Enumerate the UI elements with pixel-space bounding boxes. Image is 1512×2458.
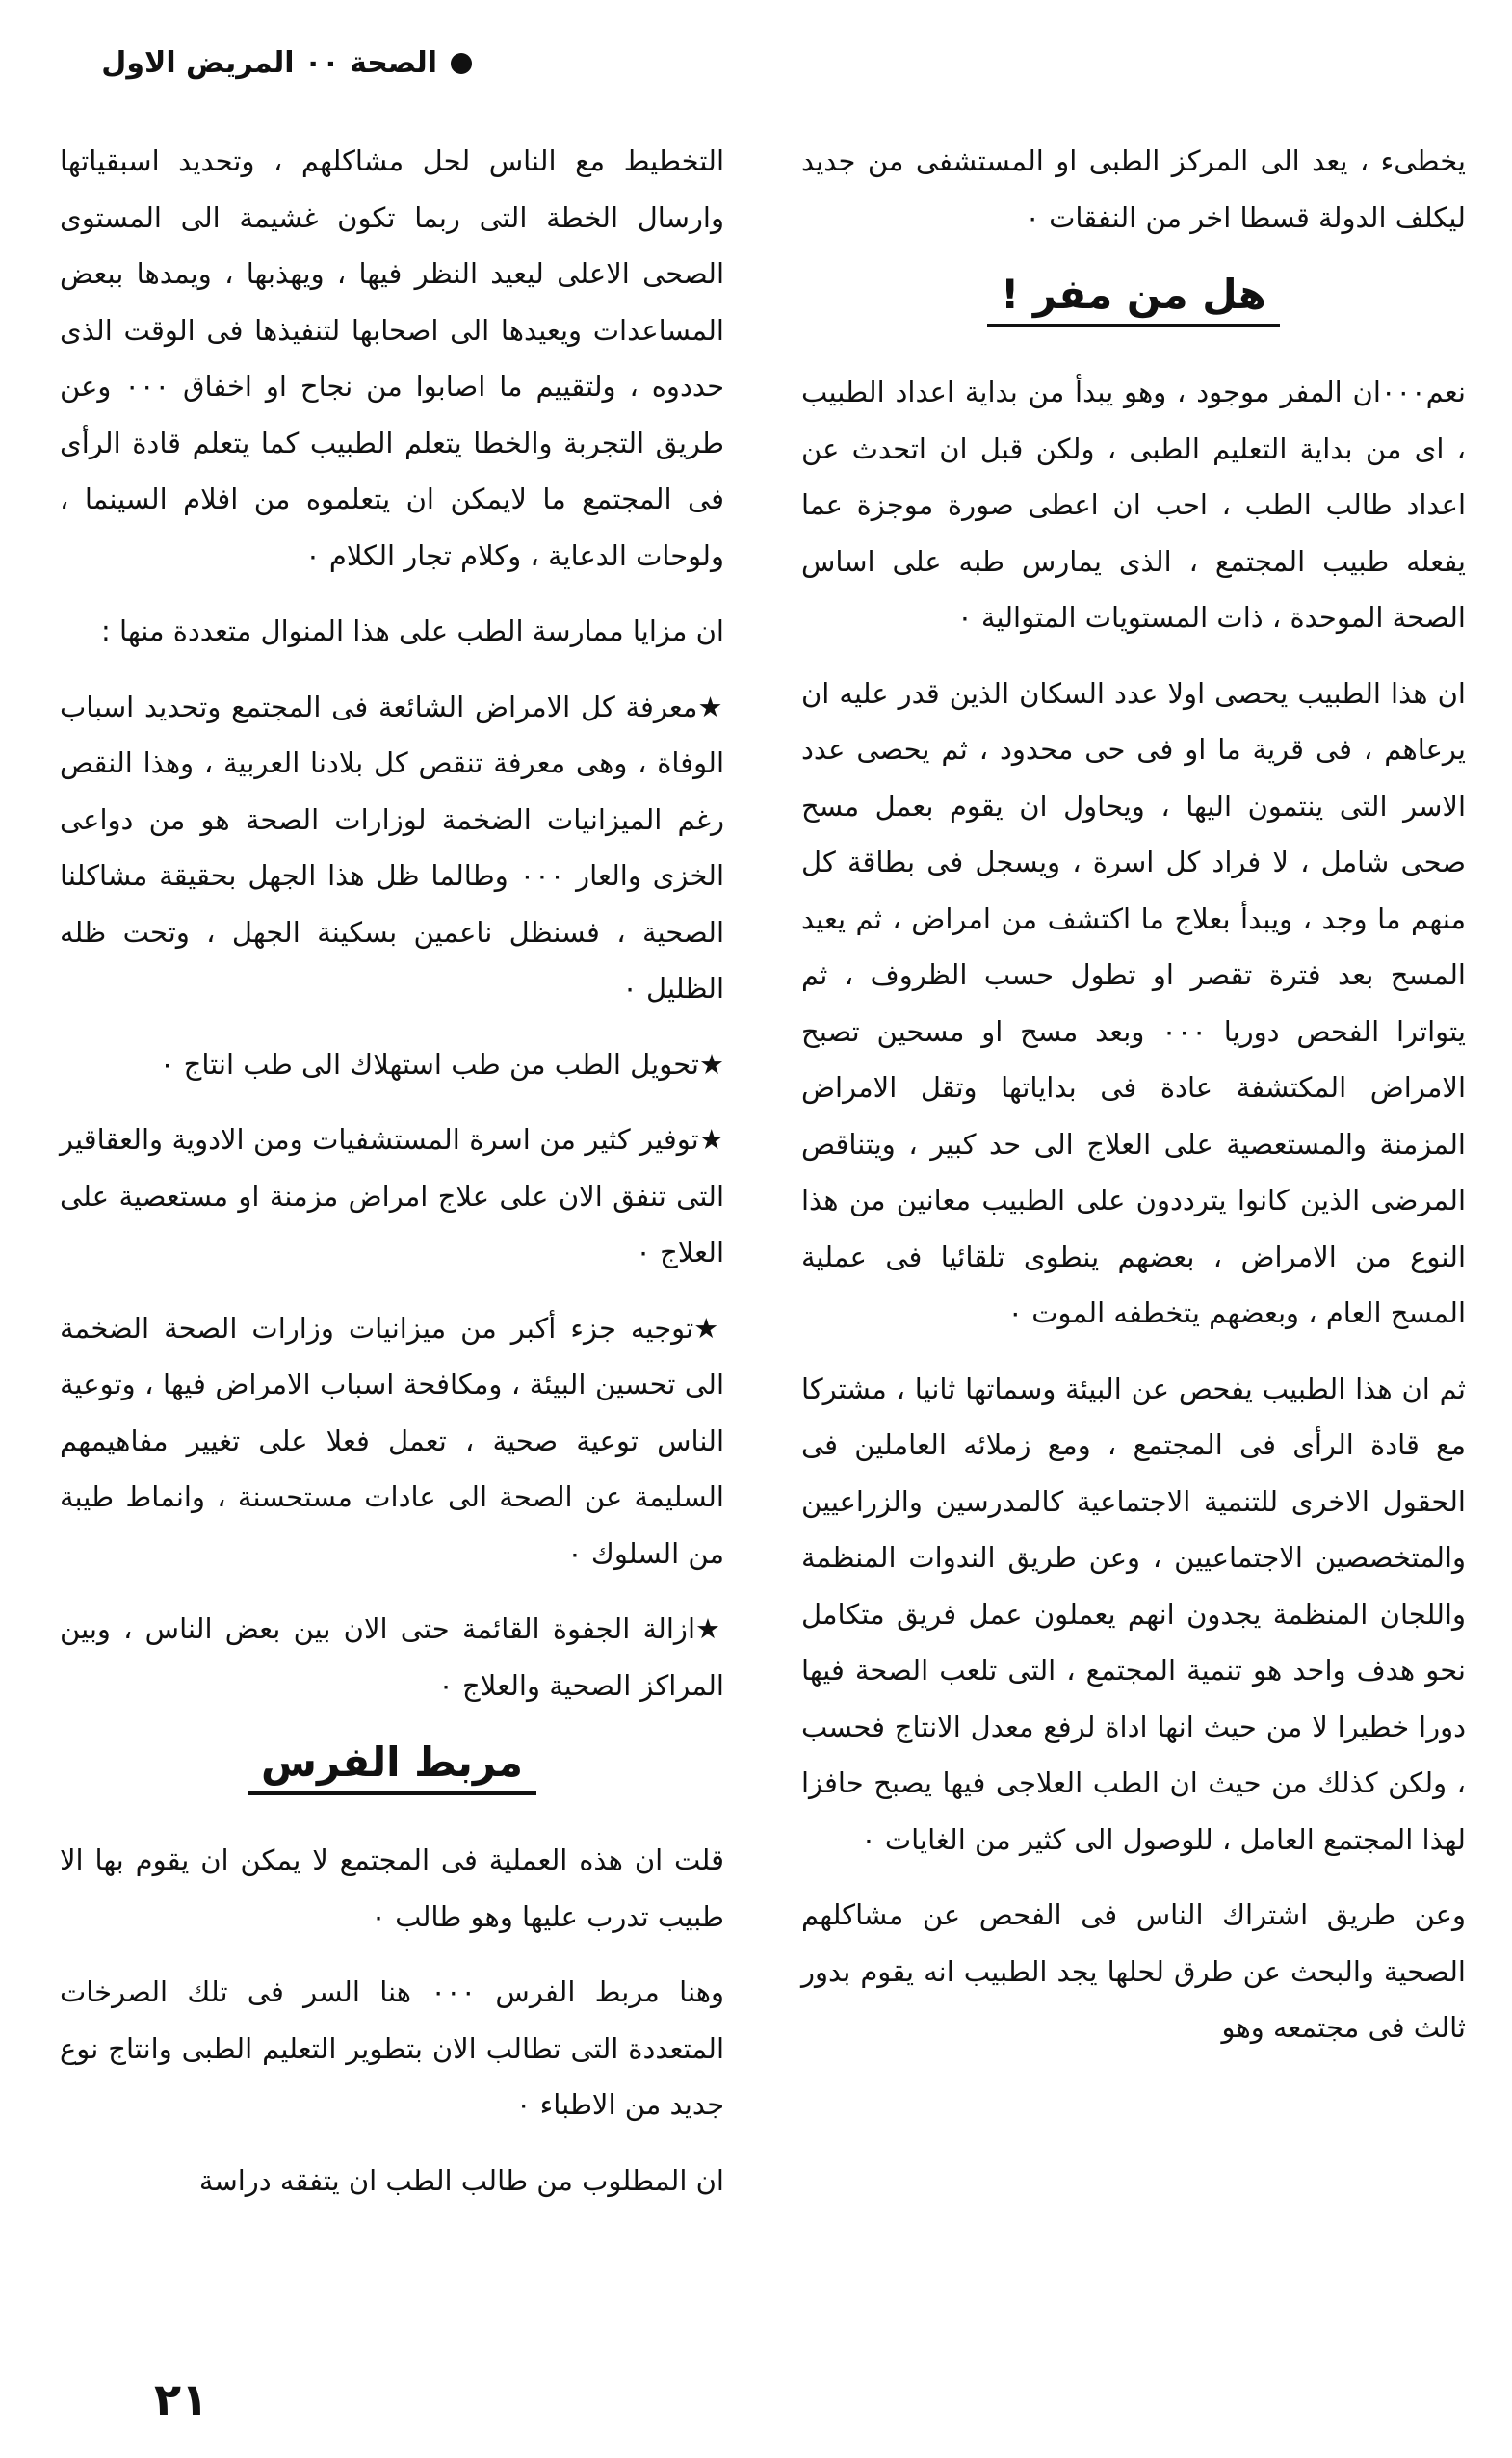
section-heading-text: هل من مفر ! bbox=[987, 271, 1280, 327]
paragraph: وعن طريق اشتراك الناس فى الفحص عن مشاكلهم الصحية والبحث عن طرق لحلها يجد الطبيب انه يقوم بدور ثالث فى مجتمعه وهو bbox=[801, 1898, 1466, 2044]
paragraph: نعم٠٠٠ان المفر موجود ، وهو يبدأ من بداية اعداد الطبيب ، اى من بداية التعليم الطبى ، ولكن قبل ان اتحدث عن اعداد طالب الطب ، احب ان اعطى صورة موجزة عما يفعله طبيب المجتمع ، الذى يمارس طبه على اساس الصحة الموحدة ، ذات المستويات المتوالية ٠ bbox=[801, 376, 1466, 634]
star-list-item: ★ توفير كثير من اسرة المستشفيات ومن الادوية والعقاقير التى تنفق الان على علاج امراض مزمنة او مستعصية على العلاج ٠ bbox=[60, 1111, 724, 1281]
paragraph: ثم ان هذا الطبيب يفحص عن البيئة وسماتها ثانيا ، مشتركا مع قادة الرأى فى المجتمع ، ومع زملائه العاملين فى الحقول الاخرى للتنمية الاجتماعية كالمدرسين والزراعيين والمتخصصين الاجتماعيين ، وعن طريق الندوات المنظمة واللجان المنظمة يجدون انهم يعملون عمل فريق متكامل نحو هدف واحد هو تنمية المجتمع ، التى تلعب الصحة فيها دورا خطيرا لا من حيث انها اداة لرفع معدل الانتاج فحسب ، ولكن كذلك من حيث ان الطب العلاجى فيها يصبح حافزا لهذا المجتمع العامل ، للوصول الى كثير من الغايات ٠ bbox=[801, 1372, 1466, 1856]
right-column bbox=[801, 133, 1466, 2076]
page-number: ٢١ bbox=[154, 2373, 209, 2425]
left-column bbox=[60, 133, 724, 2228]
section-heading-text: مربط الفرس bbox=[248, 1739, 536, 1795]
star-list-item: ★ معرفة كل الامراض الشائعة فى المجتمع وتحديد اسباب الوفاة ، وهى معرفة تنقص كل بلادنا العربية ، وهذا النقص رغم الميزانيات الضخمة لوزارات الصحة هو من دواعى الخزى والعار ٠٠٠ وطالما ظل هذا الجهل بحقيقة مشاكلنا الصحية ، فسنظل ناعمين بسكينة الجهل ، وتحت ظله الظليل ٠ bbox=[60, 679, 724, 1017]
paragraph: ان المطلوب من طالب الطب ان يتفقه دراسة bbox=[198, 2163, 724, 2197]
section-heading bbox=[801, 271, 1466, 327]
paragraph: ان هذا الطبيب يحصى اولا عدد السكان الذين قدر عليه ان يرعاهم ، فى قرية ما او فى حى محدود ، ثم يحصى عدد الاسر التى ينتمون اليها ، ويحاول ان يقوم بعمل مسح صحى شامل ، لا فراد كل اسرة ، ويسجل فى بطاقة كل منهم ما وجد ، ويبدأ بعلاج ما اكتشف من امراض ، ثم يعيد المسح بعد فترة تقصر او تطول حسب الظروف ، ثم يتواترا الفحص دوريا ٠٠٠ وبعد مسح او مسحين تصبح الامراض المكتشفة عادة فى بداياتها وتقل الامراض المزمنة والمستعصية على العلاج الى حد كبير ، ويتناقص المرضى الذين كانوا يترددون على الطبيب معانين من هذا النوع من الامراض ، بعضهم ينطوى تلقائيا فى عملية المسح العام ، وبعضهم يتخطفه الموت ٠ bbox=[801, 676, 1466, 1329]
running-header bbox=[67, 46, 472, 80]
paragraph: يخطىء ، يعد الى المركز الطبى او المستشفى من جديد ليكلف الدولة قسطا اخر من النفقات ٠ bbox=[801, 144, 1466, 234]
paragraph: ان مزايا ممارسة الطب على هذا المنوال متعددة منها : bbox=[101, 614, 724, 647]
running-header-title: الصحة ٠٠ المريض الاول bbox=[101, 46, 437, 80]
paragraph: قلت ان هذه العملية فى المجتمع لا يمكن ان يقوم بها الا طبيب تدرب عليها وهو طالب ٠ bbox=[60, 1844, 724, 1933]
paragraph: وهنا مربط الفرس ٠٠٠ هنا السر فى تلك الصرخات المتعددة التى تطالب الان بتطوير التعليم الطبى وانتاج نوع جديد من الاطباء ٠ bbox=[60, 1975, 724, 2121]
star-list-item: ★ تحويل الطب من طب استهلاك الى طب انتاج ٠ bbox=[60, 1036, 724, 1093]
paragraph: التخطيط مع الناس لحل مشاكلهم ، وتحديد اسبقياتها وارسال الخطة التى ربما تكون غشيمة الى المستوى الصحى الاعلى ليعيد النظر فيها ، ويهذبها ، ويمدها ببعض المساعدات ويعيدها الى اصحابها لتنفيذها فى الوقت الذى حددوه ، ولتقييم ما اصابوا من نجاح او اخفاق ٠٠٠ وعن طريق التجربة والخطا يتعلم الطبيب كما يتعلم قادة الرأى فى المجتمع ما لايمكن ان يتعلموه من افلام السينما ، ولوحات الدعاية ، وكلام تجار الكلام ٠ bbox=[60, 144, 725, 572]
section-heading bbox=[60, 1739, 724, 1795]
star-list-item: ★ توجيه جزء أكبر من ميزانيات وزارات الصحة الضخمة الى تحسين البيئة ، ومكافحة اسباب الامراض فيها ، وتوعية الناس توعية صحية ، تعمل فعلا على تغيير مفاهيمهم السليمة عن الصحة الى عادات مستحسنة ، وانماط طيبة من السلوك ٠ bbox=[60, 1300, 724, 1582]
star-list-item: ★ ازالة الجفوة القائمة حتى الان بين بعض الناس ، وبين المراكز الصحية والعلاج ٠ bbox=[60, 1601, 724, 1713]
bullet-icon bbox=[451, 53, 472, 74]
